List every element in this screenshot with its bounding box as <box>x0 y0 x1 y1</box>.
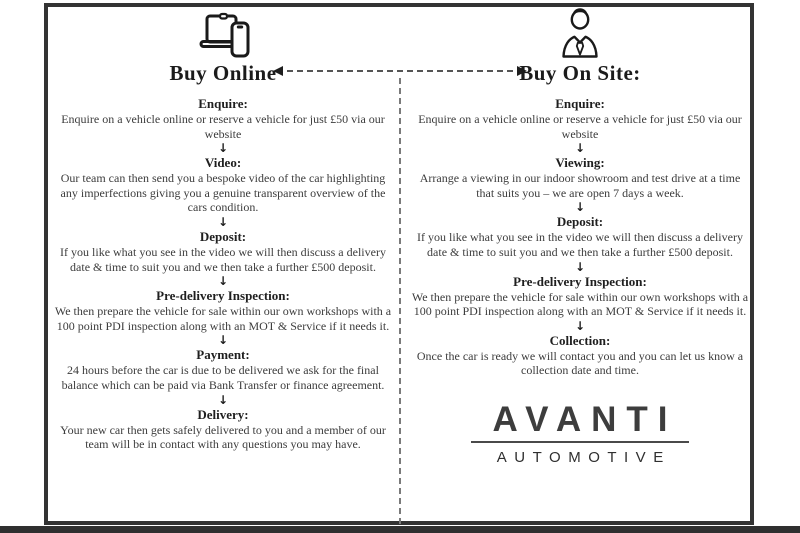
step-title: Pre-delivery Inspection: <box>513 273 647 289</box>
step-buy-online-deposit <box>54 230 392 288</box>
down-arrow-icon: ↓ <box>574 318 586 333</box>
step-text: 24 hours before the car is due to be delivered we ask for the final balance which can be paid via Bank Transfer or finance agreement. <box>61 363 385 393</box>
down-arrow-icon: ↓ <box>217 333 229 348</box>
step-text: Enquire on a vehicle online or reserve a vehicle for just £50 via our website <box>61 112 385 141</box>
step-buy-on-site-collection <box>411 334 749 378</box>
laptop-phone-icon <box>54 8 392 60</box>
avanti-automotive-logo <box>411 402 749 466</box>
step-buy-online-enquire <box>54 97 392 155</box>
step-buy-on-site-viewing <box>411 156 749 214</box>
step-text: We then prepare the vehicle for sale within our own workshops with a 100 point PDI inspection along with an MOT & Service if it needs it. <box>54 304 392 333</box>
step-text: Our team can then send you a bespoke video of the car highlighting any imperfections giving you a genuine transparent overview of the cars condition. <box>60 171 386 215</box>
down-arrow-icon: ↓ <box>217 141 229 156</box>
down-arrow-icon: ↓ <box>574 141 586 156</box>
step-text: We then prepare the vehicle for sale within our own workshops with a 100 point PDI inspection along with an MOT & Service if it needs it. <box>411 289 749 319</box>
logo-divider-line <box>471 441 689 443</box>
step-title: Collection: <box>549 332 611 348</box>
step-title: Enquire: <box>198 96 248 112</box>
step-title: Video: <box>204 155 242 171</box>
step-title: Delivery: <box>197 406 249 422</box>
step-text: If you like what you see in the video we will then discuss a delivery date & time to suit you and we then take a further £500 deposit. <box>417 230 743 260</box>
column-title: Buy Online <box>169 61 277 85</box>
down-arrow-icon: ↓ <box>217 215 229 230</box>
down-arrow-icon: ↓ <box>574 200 586 215</box>
step-text: Enquire on a vehicle online or reserve a vehicle for just £50 via our website <box>418 112 742 141</box>
salesperson-icon <box>411 8 749 60</box>
step-buy-online-payment <box>54 348 392 406</box>
bottom-edge-strip <box>0 526 800 533</box>
step-buy-on-site-pdi <box>411 275 749 333</box>
step-title: Pre-delivery Inspection: <box>156 288 290 304</box>
buy-on-site-column <box>411 8 749 466</box>
step-text: Once the car is ready we will contact you and you can let us know a collection date and time. <box>416 348 744 378</box>
step-buy-online-delivery <box>54 408 392 452</box>
step-text: Your new car then gets safely delivered to you and a member of our team will be in contact with any questions you may have. <box>60 422 386 452</box>
step-title: Deposit: <box>556 214 604 230</box>
logo-tagline: AUTOMOTIVE <box>496 448 671 466</box>
logo-name: AVANTI <box>492 400 678 440</box>
step-title: Deposit: <box>199 229 247 245</box>
step-buy-online-pdi <box>54 289 392 347</box>
step-buy-on-site-deposit <box>411 215 749 273</box>
down-arrow-icon: ↓ <box>217 392 229 407</box>
down-arrow-icon: ↓ <box>217 274 229 289</box>
column-title: Buy On Site: <box>519 61 641 85</box>
center-divider-dashed-line <box>399 78 401 524</box>
step-title: Enquire: <box>555 96 605 112</box>
step-title: Payment: <box>196 347 250 363</box>
down-arrow-icon: ↓ <box>574 259 586 274</box>
step-text: If you like what you see in the video we will then discuss a delivery date & time to suit you and we then take a further £500 deposit. <box>60 245 386 274</box>
step-buy-on-site-enquire <box>411 97 749 155</box>
step-buy-online-video <box>54 156 392 229</box>
buy-online-column <box>54 8 392 452</box>
step-title: Viewing: <box>555 155 605 171</box>
step-text: Arrange a viewing in our indoor showroom and test drive at a time that suits you – we are open 7 days a week. <box>419 171 741 200</box>
